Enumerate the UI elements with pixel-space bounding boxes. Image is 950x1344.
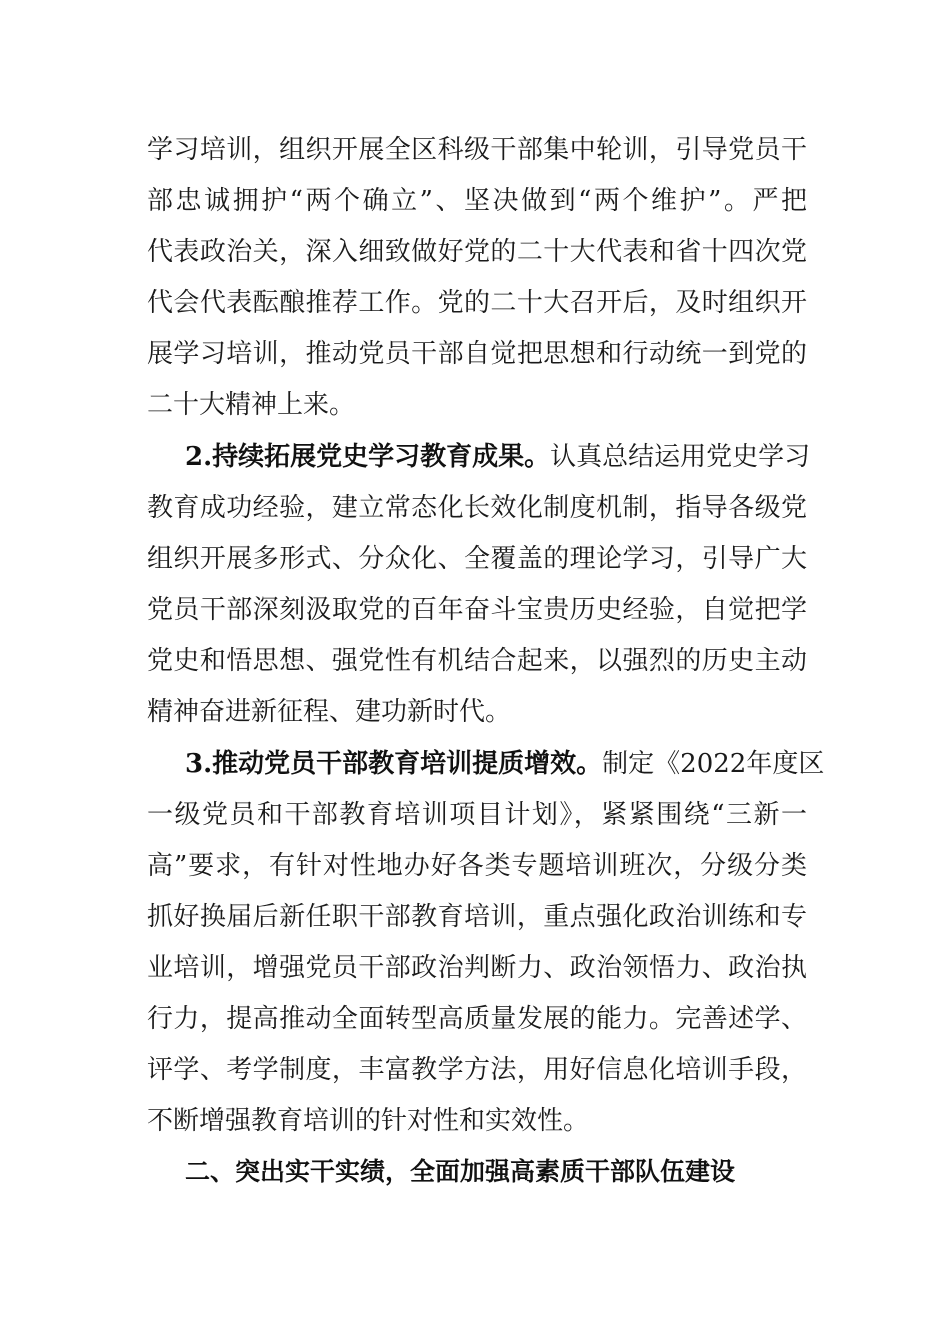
paragraph-line: 行力，提高推动全面转型高质量发展的能力。完善述学、 — [147, 1004, 807, 1034]
paragraph-line: 代表政治关，深入细致做好党的二十大代表和省十四次党 — [147, 237, 807, 267]
paragraph-line: 二十大精神上来。 — [147, 390, 356, 420]
paragraph-line: 展学习培训，推动党员干部自觉把思想和行动统一到党的 — [147, 339, 807, 369]
item-heading: 3.推动党员干部教育培训提质增效。 — [185, 749, 603, 779]
item-heading: 2.持续拓展党史学习教育成果。 — [185, 442, 551, 472]
paragraph-line: 教育成功经验，建立常态化长效化制度机制，指导各级党 — [147, 493, 807, 523]
paragraph-line: 党员干部深刻汲取党的百年奋斗宝贵历史经验，自觉把学 — [147, 595, 807, 625]
section-heading: 二、突出实干实绩，全面加强高素质干部队伍建设 — [185, 1157, 736, 1186]
paragraph-line: 代会代表酝酿推荐工作。党的二十大召开后，及时组织开 — [147, 288, 807, 318]
paragraph-line: 高”要求，有针对性地办好各类专题培训班次，分级分类 — [147, 851, 807, 881]
paragraph-line: 组织开展多形式、分众化、全覆盖的理论学习，引导广大 — [147, 544, 807, 574]
paragraph-line: 业培训，增强党员干部政治判断力、政治领悟力、政治执 — [147, 953, 807, 983]
paragraph-first-line — [185, 437, 811, 477]
paragraph-line: 抓好换届后新任职干部教育培训，重点强化政治训练和专 — [147, 902, 807, 932]
paragraph-line: 评学、考学制度，丰富教学方法，用好信息化培训手段， — [147, 1055, 807, 1085]
paragraph-text: 认真总结运用党史学习 — [550, 442, 811, 472]
paragraph-line: 精神奋进新征程、建功新时代。 — [147, 697, 512, 727]
paragraph-line: 不断增强教育培训的针对性和实效性。 — [147, 1106, 590, 1136]
paragraph-line: 一级党员和干部教育培训项目计划》，紧紧围绕“三新一 — [147, 800, 807, 830]
paragraph-line: 学习培训，组织开展全区科级干部集中轮训，引导党员干 — [147, 135, 807, 165]
paragraph-first-line — [185, 744, 825, 784]
paragraph-line: 党史和悟思想、强党性有机结合起来，以强烈的历史主动 — [147, 646, 807, 676]
paragraph-line: 部忠诚拥护“两个确立”、坚决做到“两个维护”。严把 — [147, 186, 807, 216]
paragraph-text: 制定《2022年度区 — [602, 749, 825, 779]
